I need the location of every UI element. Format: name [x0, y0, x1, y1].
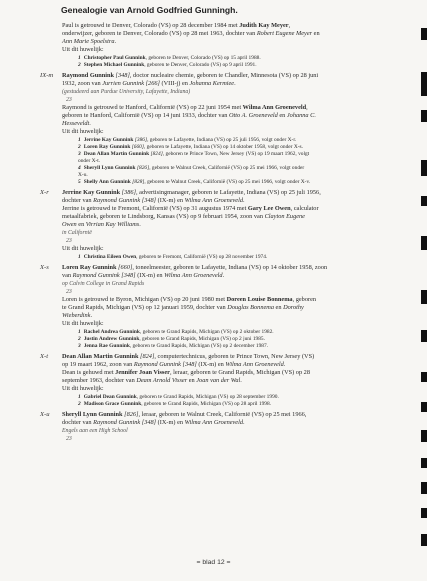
text-segment: .	[240, 377, 242, 384]
text-segment: .	[243, 197, 245, 204]
text-segment: [824]	[138, 353, 155, 360]
text-segment: op 19 maart 1962, zoon van	[62, 361, 134, 368]
text-segment: Owen	[62, 221, 77, 228]
child-details: , geboren te Grand Rapids, Michigan (VS) op 2 december 1987.	[129, 343, 269, 349]
person-name: Gary Lee Owen	[247, 205, 291, 212]
text-segment: en	[76, 221, 86, 228]
genealogy-entry	[40, 411, 412, 443]
child-number: 1	[78, 55, 81, 61]
text-segment: , leraar, geboren te Grand Rapids, Michigan (VS) op 28	[169, 369, 310, 376]
text-line	[62, 312, 412, 320]
person-name: Jennifer Joan Visser	[115, 369, 170, 376]
edge-mark	[421, 372, 427, 382]
text-segment: Joan van der Wal	[196, 377, 241, 384]
children-list	[78, 137, 412, 186]
child-number: 1	[78, 329, 81, 335]
text-segment: (IX-m) en	[156, 419, 185, 426]
child-details: , geboren te Fremont, Californië (VS) op 28 november 1974.	[136, 254, 268, 260]
edge-mark	[421, 196, 427, 206]
child-number: 2	[78, 336, 81, 342]
text-segment: (IX-m) en	[156, 197, 185, 204]
text-segment: , toneelmeester, geboren te Lafayette, Indiana (VS) op 14 oktober 1958, zoon	[132, 264, 328, 271]
text-segment: geboren te Hanford, Californië (VS) op 14 juni 1933, dochter van	[62, 112, 229, 119]
child-reference: [386]	[133, 137, 148, 143]
text-segment: Paul is getrouwd te Denver, Colorado (VS) op 28 december 1984 met	[62, 22, 240, 29]
text-segment: .	[222, 272, 225, 279]
text-segment: Raymond is getrouwd te Hanford, Californië (VS) op 22 juni 1954 met	[62, 104, 243, 111]
page-title: Genealogie van Arnold Godfried Gunningh.	[61, 5, 238, 15]
text-line	[62, 197, 412, 205]
text-line	[62, 72, 412, 80]
child-item	[78, 55, 412, 62]
child-number: 3	[78, 151, 81, 157]
text-segment: Clayton Eugene	[264, 213, 305, 220]
text-segment: [386]	[120, 189, 137, 196]
text-segment: , calculator	[290, 205, 319, 212]
child-details: , geboren te Lafayette, Indiana (VS) op 14 oktober 1958, volgt onder X-s.	[143, 144, 303, 150]
text-segment: Virrian Kay Williams	[85, 221, 140, 228]
person-name: Doreen Louise Bonnema	[226, 296, 293, 303]
text-line	[62, 280, 412, 288]
text-segment: onderwijzer, geboren te Denver, Colorado (VS) op 28 mei 1963, dochter van	[62, 30, 257, 37]
child-number: 3	[78, 343, 81, 349]
child-number: 1	[78, 137, 81, 143]
text-segment: Dean is gehuwd met	[62, 369, 116, 376]
text-segment: .	[243, 419, 245, 426]
text-line	[62, 320, 412, 328]
child-name: Jenna Rae Gunnink	[83, 343, 130, 349]
text-segment: Douglas Bonnema	[227, 304, 274, 311]
text-segment: Uit dit huwelijk:	[62, 320, 104, 327]
text-line	[62, 296, 412, 304]
text-line	[62, 411, 412, 419]
child-details: , geboren te Grand Rapids, Michigan (VS) op 2 juni 1985.	[139, 336, 265, 342]
child-item	[78, 343, 412, 350]
generation-code: X-u	[40, 411, 50, 418]
children-list	[78, 394, 412, 408]
edge-mark	[421, 482, 427, 494]
text-segment: , doctor nucleaire chemie, geboren te Chandler, Minnesota (VS) op 28 juni	[129, 72, 319, 79]
person-name: Sheryll Lynn Gunnink	[62, 411, 123, 418]
text-line	[62, 272, 412, 280]
text-line	[62, 264, 412, 272]
child-item	[78, 137, 412, 144]
child-number: 1	[78, 254, 81, 260]
child-name: Loren Ray Gunnink	[83, 144, 131, 150]
child-details: , geboren te Grand Rapids, Michigan (VS) op 28 september 1990.	[136, 394, 279, 400]
person-name: Jerrine Kay Gunnink	[62, 189, 121, 196]
child-number: 2	[78, 401, 81, 407]
text-line	[62, 120, 412, 128]
text-line	[62, 96, 412, 104]
text-segment: Uit dit huwelijk:	[62, 128, 104, 135]
handwritten-note: Engels aan een High School	[62, 428, 128, 434]
text-segment: Uit dit huwelijk:	[62, 46, 104, 53]
handwritten-number: 23	[66, 289, 72, 295]
edge-mark	[421, 110, 427, 122]
text-segment: en	[312, 30, 320, 37]
edge-mark	[421, 534, 427, 546]
text-segment: Raymond Gunnink [348]	[93, 197, 157, 204]
text-line	[62, 229, 412, 237]
text-segment: Johanna Kermiee	[189, 80, 235, 87]
child-item	[78, 401, 412, 408]
text-segment: Dorothy	[283, 304, 304, 311]
text-line	[62, 46, 412, 54]
text-segment: [348]	[113, 72, 130, 79]
text-segment: Jerrine is getrouwd te Fremont, Californië (VS) op 31 augustus 1974 met	[62, 205, 248, 212]
text-line	[62, 435, 412, 443]
text-segment: .	[89, 120, 91, 127]
text-segment: .	[283, 361, 286, 368]
text-segment: Otto A. Groeneveld	[229, 112, 278, 119]
child-details-continued: X-u.	[78, 172, 88, 178]
person-name: Dean Allan Martin Gunnink	[62, 353, 139, 360]
text-line	[62, 353, 412, 361]
genealogy-entry	[40, 264, 412, 350]
text-line	[62, 213, 412, 221]
text-segment: , computertechnicus, geboren te Prince Town, New Jersey (VS)	[154, 353, 315, 360]
text-segment: en	[187, 377, 197, 384]
text-line	[62, 288, 412, 296]
page-footer: = blad 12 =	[196, 559, 231, 566]
child-name: Sheryll Lynn Gunnink	[83, 165, 136, 171]
text-line	[62, 427, 412, 435]
child-item	[78, 179, 412, 186]
child-item	[78, 329, 412, 336]
text-line	[62, 304, 412, 312]
children-list	[78, 329, 412, 350]
text-segment: Uit dit huwelijk:	[62, 245, 104, 252]
child-number: 2	[78, 62, 81, 68]
text-segment: , leraar, geboren te Walnut Creek, Californië (VS) op 25 mei 1966,	[138, 411, 307, 418]
text-segment: (IX-m) en	[196, 361, 226, 368]
edge-mark	[421, 430, 427, 442]
edge-mark	[421, 72, 427, 96]
child-details: , geboren te Denver, Colorado (VS) op 15 april 1988.	[145, 55, 261, 61]
text-segment: .	[90, 312, 93, 319]
child-item	[78, 394, 412, 401]
text-segment: Raymond Gunnink [348]	[133, 361, 197, 368]
child-item	[78, 151, 412, 158]
text-segment: september 1963, dochter van	[62, 377, 137, 384]
edge-mark	[421, 458, 427, 468]
text-line	[62, 419, 412, 427]
child-details: , geboren te Grand Rapids, Michigan (VS) op 2 oktober 1982.	[139, 329, 274, 335]
text-segment: Raymond Gunnink [348]	[72, 272, 136, 279]
child-number: 5	[78, 179, 81, 185]
child-name: Rachel Andrea Gunnink	[83, 329, 140, 335]
children-list	[78, 55, 412, 69]
child-reference: [828]	[130, 179, 145, 185]
children-list	[78, 254, 412, 261]
text-line	[62, 237, 412, 245]
handwritten-note: (gestudeerd aan Purdue University, Lafayette, Indiana)	[62, 89, 191, 95]
text-segment: van	[62, 272, 73, 279]
child-name: Christopher Paul Gunnink	[83, 55, 146, 61]
text-line	[62, 361, 412, 369]
text-segment: Raymond Gunnink [348]	[93, 419, 157, 426]
text-segment: Johanna C.	[286, 112, 316, 119]
text-segment: te Grand Rapids, Michigan (VS) op 12 januari 1959, dochter van	[62, 304, 228, 311]
child-details: , geboren te Grand Rapids, Michigan (VS) op 28 april 1998.	[141, 401, 272, 407]
edge-mark	[421, 28, 427, 40]
child-name: Gabriel Dean Gunnink	[83, 394, 137, 400]
text-segment: (IX-m) en	[135, 272, 165, 279]
edge-mark	[421, 236, 427, 250]
child-details: , geboren te Lafayette, Indiana (VS) op 25 juli 1956, volgt onder X-r.	[147, 137, 297, 143]
handwritten-note: in Californië	[62, 230, 92, 236]
child-reference: [660]	[130, 144, 144, 150]
generation-code: X-s	[40, 264, 49, 271]
child-details-continued: onder X-t.	[78, 158, 101, 164]
text-line	[62, 38, 412, 46]
child-item	[78, 165, 412, 172]
text-line	[62, 30, 412, 38]
genealogy-entry	[40, 22, 412, 69]
text-segment: dochter van	[62, 197, 94, 204]
text-segment: Wilma Ann Groeneveld	[225, 361, 284, 368]
child-item	[78, 254, 412, 261]
text-line	[62, 369, 412, 377]
child-name: Justin Andrew Gunnink	[83, 336, 140, 342]
text-segment: Wieberdink	[62, 312, 91, 319]
text-line	[62, 245, 412, 253]
edge-mark	[421, 508, 427, 518]
child-name: Christina Eileen Owen	[83, 254, 137, 260]
handwritten-number: 23	[66, 436, 72, 442]
text-segment: en	[273, 304, 284, 311]
text-segment: .	[139, 221, 141, 228]
genealogy-entry	[40, 72, 412, 186]
text-segment: dochter van	[62, 419, 94, 426]
text-segment: Ann Marie Spoelstra	[62, 38, 115, 45]
genealogy-entry	[40, 189, 412, 261]
text-segment: , advertisingmanager, geboren te Lafayette, Indiana (VS) op 25 juli 1956,	[136, 189, 321, 196]
text-line	[62, 22, 412, 30]
handwritten-note: op Calvin College in Grand Rapids	[62, 281, 145, 287]
person-name: Wilma Ann Groeneveld	[242, 104, 307, 111]
child-number: 4	[78, 165, 81, 171]
text-segment: Hesseveldt	[62, 120, 90, 127]
text-segment: Wilma Ann Groeneveld	[164, 272, 223, 279]
text-segment: Wilma Ann Groeneveld	[184, 419, 244, 426]
child-details: , geboren te Walnut Creek, Californië (VS) op 25 mei 1966, volgt onder	[149, 165, 305, 171]
text-segment: Uit dit huwelijk:	[62, 385, 104, 392]
edge-mark	[421, 160, 427, 176]
child-number: 2	[78, 144, 81, 150]
text-segment: 1932, zoon van	[62, 80, 103, 87]
text-segment: (VIII-j) en	[159, 80, 190, 87]
child-item	[78, 144, 412, 151]
child-details: , geboren te Prince Town, New Jersey (VS) op 19 maart 1962, volgt	[162, 151, 310, 157]
child-name: Shelly Ann Gunnink	[83, 179, 131, 185]
genealogy-body	[40, 22, 412, 446]
child-reference: [826]	[135, 165, 150, 171]
generation-code: X-t	[40, 353, 49, 360]
text-line	[62, 128, 412, 136]
text-segment: Jurrien Gunnink [266]	[102, 80, 160, 87]
text-segment: Deam Arnold Visser	[136, 377, 188, 384]
handwritten-number: 23	[66, 97, 72, 103]
child-number: 1	[78, 394, 81, 400]
text-segment: , geboren	[292, 296, 317, 303]
edge-mark	[421, 290, 427, 304]
child-name: Madison Grace Gunnink	[83, 401, 142, 407]
person-name: Raymond Gunnink	[62, 72, 114, 79]
text-segment: .	[234, 80, 236, 87]
text-segment: Robert Eugene Meyer	[256, 30, 313, 37]
child-item	[78, 336, 412, 343]
text-line	[62, 88, 412, 96]
text-line	[62, 205, 412, 213]
text-segment: metaalfabriek, geboren te Lindsborg, Kansas (VS) op 9 februari 1954, zoon van	[62, 213, 265, 220]
child-name: Dean Allan Martin Gunnink	[83, 151, 150, 157]
child-reference: [824]	[149, 151, 163, 157]
edge-mark	[421, 330, 427, 342]
generation-code: IX-m	[40, 72, 54, 79]
text-line	[62, 112, 412, 120]
child-name: Jerrine Kay Gunnink	[83, 137, 134, 143]
text-segment: [660]	[116, 264, 133, 271]
person-name: Judith Kay Meyer	[239, 22, 289, 29]
child-details: , geboren te Walnut Creek, Californië (VS) op 25 mei 1966, volgt onder X-v.	[144, 179, 311, 185]
text-segment: en	[277, 112, 287, 119]
text-line	[62, 104, 412, 112]
person-name: Loren Ray Gunnink	[62, 264, 117, 271]
text-line	[62, 189, 412, 197]
text-segment: .	[114, 38, 117, 45]
child-name: Stephen Michael Gunnink	[83, 62, 145, 68]
text-segment: Wilma Ann Groeneveld	[184, 197, 244, 204]
text-line	[62, 377, 412, 385]
edge-mark	[421, 402, 427, 412]
text-segment: ,	[288, 22, 291, 29]
handwritten-number: 23	[66, 238, 72, 244]
text-segment: [826]	[122, 411, 139, 418]
text-segment: ,	[306, 104, 308, 111]
text-segment: Loren is getrouwd te Byron, Michigan (VS) op 20 juni 1980 met	[62, 296, 227, 303]
generation-code: X-r	[40, 189, 49, 196]
text-line	[62, 385, 412, 393]
child-item	[78, 62, 412, 69]
child-details: , geboren te Denver, Colorado (VS) op 9 april 1991.	[144, 62, 257, 68]
text-line	[62, 80, 412, 88]
genealogy-entry	[40, 353, 412, 408]
text-line	[62, 221, 412, 229]
